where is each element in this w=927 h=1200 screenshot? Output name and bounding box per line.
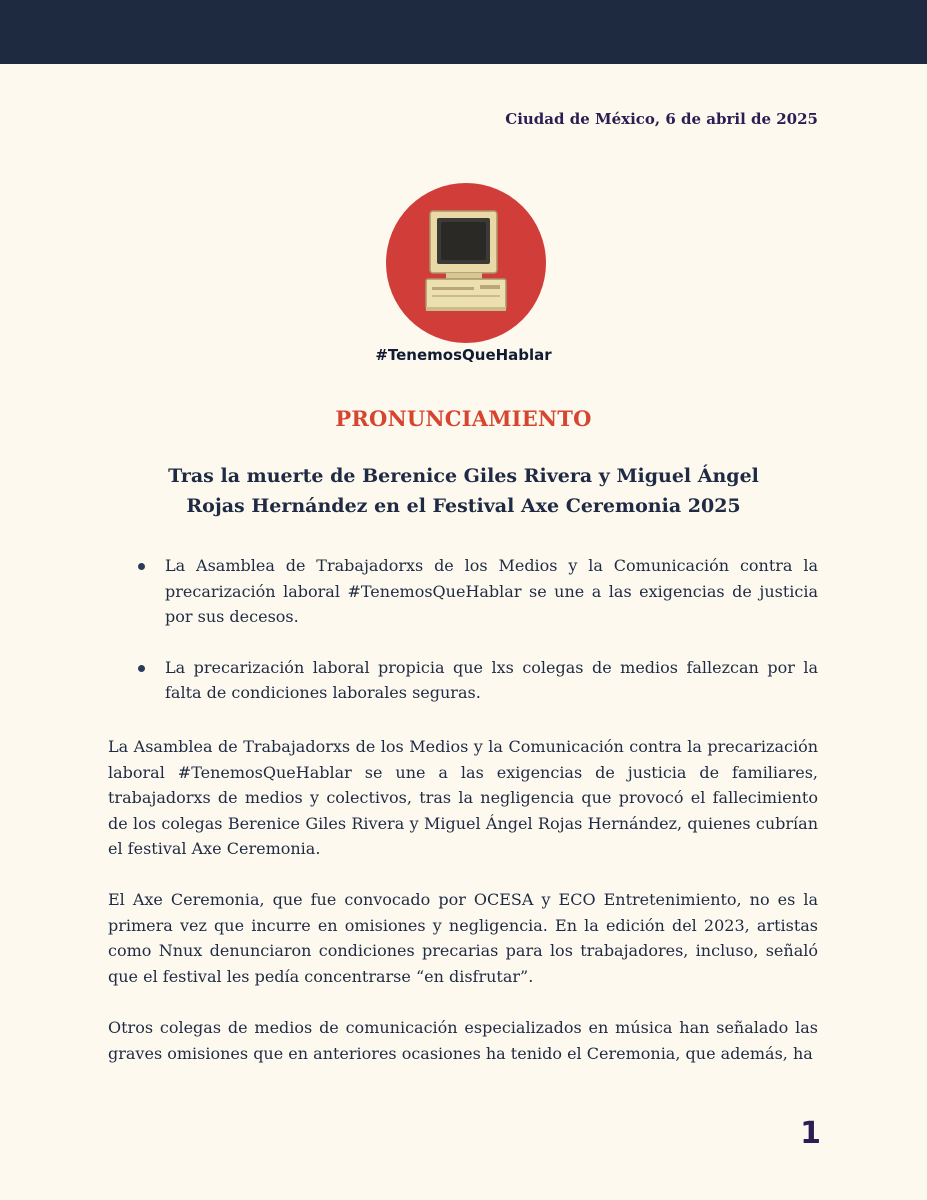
logo <box>386 183 546 343</box>
paragraph: La Asamblea de Trabajadorxs de los Medios y la Comunicación contra la precarización laboral #TenemosQueHablar se une a las exigencias de justicia de familiares, trabajadorxs de medios y colectivos, tras la negligencia que provocó el fallecimiento de los colegas Berenice Giles Rivera y Miguel Ángel Rojas Hernández, quienes cubrían el festival Axe Ceremonia. <box>108 737 818 858</box>
document-subtitle: Tras la muerte de Berenice Giles Rivera y Miguel Ángel Rojas Hernández en el Festival Axe Ceremonia 2025 <box>168 465 759 517</box>
bullet-item <box>108 553 818 630</box>
logo-hashtag: #TenemosQueHablar <box>375 346 552 364</box>
bullet-item <box>108 655 818 706</box>
page-number: 1 <box>800 1116 821 1151</box>
paragraph: Otros colegas de medios de comunicación especializados en música han señalado las graves omisiones que en anteriores ocasiones ha tenido el Ceremonia, que además, ha <box>108 1018 818 1063</box>
bullet-dot-icon <box>138 665 145 672</box>
date-line: Ciudad de México, 6 de abril de 2025 <box>505 110 818 128</box>
bullet-text: La precarización laboral propicia que lxs colegas de medios fallezcan por la falta de condiciones laborales seguras. <box>165 657 818 702</box>
retro-computer-icon <box>386 183 546 343</box>
header-bar <box>0 0 927 64</box>
document-title: PRONUNCIAMIENTO <box>335 406 592 431</box>
paragraph: El Axe Ceremonia, que fue convocado por OCESA y ECO Entretenimiento, no es la primera vez que incurre en omisiones y negligencia. En la edición del 2023, artistas como Nnux denunciaron condiciones precarias para los trabajadores, incluso, señaló que el festival les pedía concentrarse “en disfrutar”. <box>108 890 818 986</box>
bullet-list <box>108 553 818 731</box>
bullet-dot-icon <box>138 563 145 570</box>
bullet-text: La Asamblea de Trabajadorxs de los Medios y la Comunicación contra la precarización laboral #TenemosQueHablar se une a las exigencias de justicia por sus decesos. <box>165 556 818 626</box>
